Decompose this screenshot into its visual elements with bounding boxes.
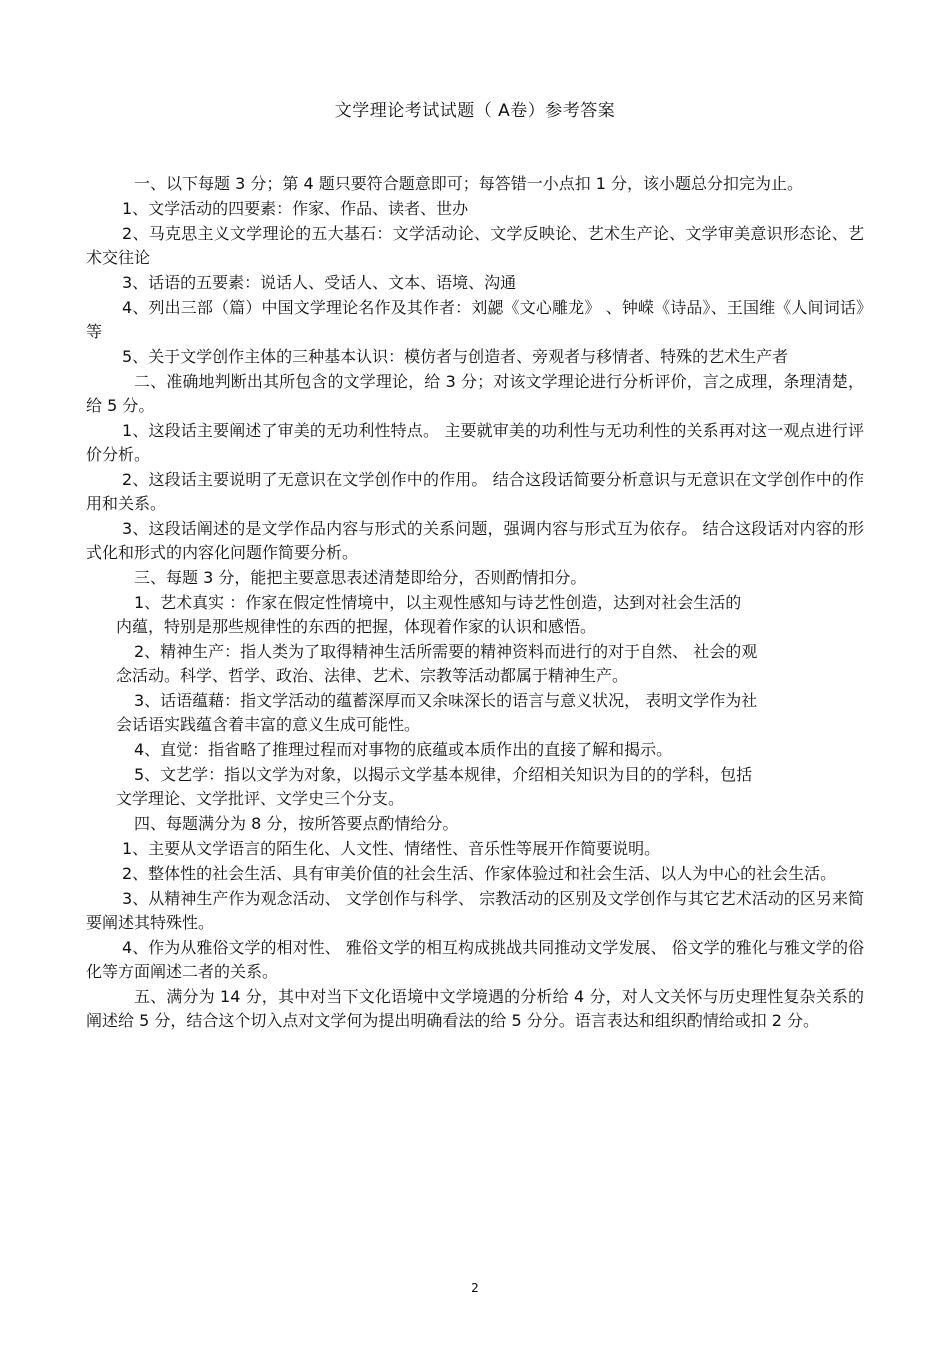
paragraph: 三、每题 3 分，能把主要意思表述清楚即给分，否则酌情扣分。 <box>134 568 587 587</box>
paragraph: 一、以下每题 3 分；第 4 题只要符合题意即可；每答错一小点扣 1 分，该小题总分扣完为止。 <box>134 174 804 193</box>
definition-line-1: 3、话语蕴藉：指文学活动的蕴蓄深厚而又余味深长的语言与意义状况， 表明文学作为社 <box>134 691 758 710</box>
document-title: 文学理论考试试题（ A卷）参考答案 <box>334 101 616 121</box>
definition-item <box>86 689 864 737</box>
definition-line-1: 2、精神生产：指人类为了取得精神生活所需要的精神资料而进行的对于自然、 社会的观 <box>134 642 758 661</box>
paragraph: 3、话语的五要素：说话人、受话人、文本、语境、沟通 <box>122 273 517 292</box>
document-body <box>86 172 864 1034</box>
definition-line-1: 4、直觉：指省略了推理过程而对事物的底蕴或本质作出的直接了解和揭示。 <box>134 740 673 759</box>
paragraph: 2、这段话主要说明了无意识在文学创作中的作用。 结合这段话简要分析意识与无意识在文学创作中的作用和关系。 <box>86 470 864 513</box>
definition-item <box>86 738 864 762</box>
paragraph: 四、每题满分为 8 分，按所答要点酌情给分。 <box>134 814 459 833</box>
page-number: 2 <box>471 1281 479 1295</box>
definition-line-1: 1、艺术真实 ：作家在假定性情境中，以主观性感知与诗艺性创造，达到对社会生活的 <box>134 593 742 612</box>
paragraph: 4、作为从雅俗文学的相对性、 雅俗文学的相互构成挑战共同推动文学发展、 俗文学的雅化与雅文学的俗化等方面阐述二者的关系。 <box>86 938 864 981</box>
definition-item <box>86 591 864 639</box>
definition-item <box>86 640 864 688</box>
definition-line-2: 文学理论、文学批评、文学史三个分支。 <box>116 789 405 808</box>
definition-item <box>86 763 864 811</box>
paragraph: 4、列出三部（篇）中国文学理论名作及其作者：刘勰《文心雕龙》 、钟嵘《诗品》、王国维《人间词话》等 <box>86 298 864 341</box>
definition-line-2: 内蕴，特别是那些规律性的东西的把握，体现着作家的认识和感悟。 <box>116 617 597 636</box>
paragraph: 1、文学活动的四要素：作家、作品、读者、世办 <box>122 199 469 218</box>
paragraph: 1、这段话主要阐述了审美的无功利性特点。 主要就审美的功利性与无功利性的关系再对这一观点进行评价分析。 <box>86 421 864 464</box>
paragraph: 3、这段话阐述的是文学作品内容与形式的关系问题，强调内容与形式互为依存。 结合这段话对内容的形式化和形式的内容化问题作简要分析。 <box>86 519 864 562</box>
paragraph: 1、主要从文学语言的陌生化、人文性、情绪性、音乐性等展开作简要说明。 <box>122 839 661 858</box>
definition-line-2: 会话语实践蕴含着丰富的意义生成可能性。 <box>116 715 421 734</box>
definition-line-1: 5、文艺学：指以文学为对象，以揭示文学基本规律，介绍相关知识为目的的学科，包括 <box>134 765 753 784</box>
paragraph: 二、准确地判断出其所包含的文学理论，给 3 分；对该文学理论进行分析评价，言之成理，条理清楚，给 5 分。 <box>86 372 864 415</box>
paragraph: 3、从精神生产作为观念活动、 文学创作与科学、 宗教活动的区别及文学创作与其它艺术活动的区另来简要阐述其特殊性。 <box>86 889 864 932</box>
definition-line-2: 念活动。科学、哲学、政治、法律、艺术、宗教等活动都属于精神生产。 <box>116 666 629 685</box>
paragraph: 五、满分为 14 分，其中对当下文化语境中文学境遇的分析给 4 分，对人文关怀与历史理性复杂关系的阐述给 5 分，结合这个切入点对文学何为提出明确看法的给 5 分分。语言表达和组织酌情给或扣 2 分。 <box>86 987 864 1030</box>
paragraph: 5、关于文学创作主体的三种基本认识：模仿者与创造者、旁观者与移情者、特殊的艺术生产者 <box>122 347 789 366</box>
paragraph: 2、整体性的社会生活、具有审美价值的社会生活、作家体验过和社会生活、以人为中心的社会生活。 <box>122 864 837 883</box>
paragraph: 2、马克思主义文学理论的五大基石：文学活动论、文学反映论、艺术生产论、文学审美意识形态论、艺术交往论 <box>86 224 864 267</box>
